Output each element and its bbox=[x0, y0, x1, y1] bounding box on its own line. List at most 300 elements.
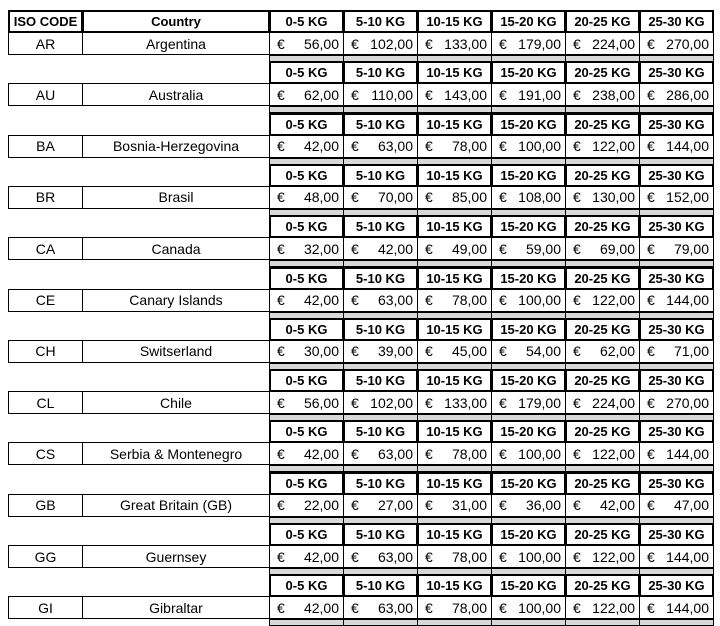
price-value: 100,00 bbox=[518, 445, 561, 462]
weight-band-header: 0-5 KG bbox=[269, 369, 344, 392]
weight-band-header: 5-10 KG bbox=[343, 61, 418, 84]
weight-band-header: 10-15 KG bbox=[417, 164, 492, 187]
price-value: 122,00 bbox=[592, 599, 635, 616]
separator-strip bbox=[491, 619, 566, 626]
country-cell: Australia bbox=[82, 83, 270, 106]
price-cell bbox=[269, 391, 344, 414]
euro-symbol: € bbox=[573, 548, 581, 565]
euro-symbol: € bbox=[573, 138, 581, 155]
price-value: 270,00 bbox=[666, 35, 709, 52]
euro-symbol: € bbox=[277, 445, 285, 462]
iso-code-cell: CH bbox=[8, 340, 83, 363]
weight-band-header: 25-30 KG bbox=[639, 113, 714, 136]
price-cell bbox=[639, 596, 714, 619]
weight-band-header: 0-5 KG bbox=[269, 61, 344, 84]
euro-symbol: € bbox=[425, 189, 433, 206]
weight-band-header: 10-15 KG bbox=[417, 369, 492, 392]
price-value: 108,00 bbox=[518, 189, 561, 206]
price-cell bbox=[491, 289, 566, 312]
price-cell bbox=[565, 596, 640, 619]
price-value: 238,00 bbox=[592, 86, 635, 103]
euro-symbol: € bbox=[647, 343, 655, 360]
euro-symbol: € bbox=[277, 86, 285, 103]
euro-symbol: € bbox=[277, 240, 285, 257]
price-cell bbox=[565, 237, 640, 260]
price-cell bbox=[491, 237, 566, 260]
price-cell bbox=[565, 135, 640, 158]
weight-band-header: 20-25 KG bbox=[565, 10, 640, 33]
price-value: 102,00 bbox=[370, 35, 413, 52]
iso-code-cell: GG bbox=[8, 545, 83, 568]
price-cell bbox=[639, 237, 714, 260]
price-value: 30,00 bbox=[303, 343, 339, 360]
weight-band-header: 5-10 KG bbox=[343, 215, 418, 238]
price-value: 78,00 bbox=[451, 138, 487, 155]
price-value: 42,00 bbox=[303, 445, 339, 462]
price-cell bbox=[417, 83, 492, 106]
weight-band-header: 0-5 KG bbox=[269, 215, 344, 238]
euro-symbol: € bbox=[647, 497, 655, 514]
euro-symbol: € bbox=[499, 35, 507, 52]
iso-code-cell: BR bbox=[8, 186, 83, 209]
price-value: 144,00 bbox=[666, 138, 709, 155]
euro-symbol: € bbox=[499, 445, 507, 462]
price-value: 102,00 bbox=[370, 394, 413, 411]
price-value: 31,00 bbox=[451, 497, 487, 514]
price-value: 78,00 bbox=[451, 599, 487, 616]
price-cell bbox=[639, 391, 714, 414]
euro-symbol: € bbox=[573, 394, 581, 411]
country-cell: Brasil bbox=[82, 186, 270, 209]
euro-symbol: € bbox=[277, 548, 285, 565]
euro-symbol: € bbox=[647, 138, 655, 155]
weight-band-header: 10-15 KG bbox=[417, 267, 492, 290]
euro-symbol: € bbox=[425, 240, 433, 257]
price-value: 224,00 bbox=[592, 35, 635, 52]
price-value: 59,00 bbox=[525, 240, 561, 257]
euro-symbol: € bbox=[647, 599, 655, 616]
price-value: 62,00 bbox=[303, 86, 339, 103]
euro-symbol: € bbox=[351, 292, 359, 308]
price-cell bbox=[565, 391, 640, 414]
euro-symbol: € bbox=[499, 292, 507, 308]
price-cell bbox=[343, 289, 418, 312]
price-value: 85,00 bbox=[451, 189, 487, 206]
price-value: 224,00 bbox=[592, 394, 635, 411]
price-cell bbox=[639, 186, 714, 209]
iso-code-header: ISO CODE bbox=[8, 10, 83, 33]
euro-symbol: € bbox=[351, 138, 359, 155]
euro-symbol: € bbox=[499, 394, 507, 411]
euro-symbol: € bbox=[647, 292, 655, 308]
country-header: Country bbox=[82, 10, 270, 33]
price-value: 47,00 bbox=[673, 497, 709, 514]
price-value: 152,00 bbox=[666, 189, 709, 206]
weight-band-header: 0-5 KG bbox=[269, 113, 344, 136]
weight-band-header: 25-30 KG bbox=[639, 472, 714, 495]
weight-band-header: 20-25 KG bbox=[565, 61, 640, 84]
price-cell bbox=[417, 391, 492, 414]
price-cell bbox=[417, 545, 492, 568]
price-value: 69,00 bbox=[599, 240, 635, 257]
weight-band-header: 10-15 KG bbox=[417, 61, 492, 84]
iso-code-cell: CA bbox=[8, 237, 83, 260]
weight-band-header: 10-15 KG bbox=[417, 318, 492, 341]
price-value: 42,00 bbox=[303, 548, 339, 565]
euro-symbol: € bbox=[277, 35, 285, 52]
weight-band-header: 15-20 KG bbox=[491, 523, 566, 546]
weight-band-header: 20-25 KG bbox=[565, 523, 640, 546]
price-value: 191,00 bbox=[518, 86, 561, 103]
price-value: 62,00 bbox=[599, 343, 635, 360]
price-value: 42,00 bbox=[303, 138, 339, 155]
price-cell bbox=[565, 289, 640, 312]
price-value: 42,00 bbox=[599, 497, 635, 514]
euro-symbol: € bbox=[351, 548, 359, 565]
weight-band-header: 25-30 KG bbox=[639, 369, 714, 392]
weight-band-header: 15-20 KG bbox=[491, 10, 566, 33]
price-value: 100,00 bbox=[518, 548, 561, 565]
price-value: 63,00 bbox=[377, 445, 413, 462]
price-value: 70,00 bbox=[377, 189, 413, 206]
price-cell bbox=[565, 545, 640, 568]
price-cell bbox=[417, 340, 492, 363]
weight-band-header: 10-15 KG bbox=[417, 420, 492, 443]
price-value: 48,00 bbox=[303, 189, 339, 206]
country-cell: Bosnia-Herzegovina bbox=[82, 135, 270, 158]
price-cell bbox=[639, 32, 714, 55]
euro-symbol: € bbox=[425, 497, 433, 514]
weight-band-header: 15-20 KG bbox=[491, 267, 566, 290]
weight-band-header: 25-30 KG bbox=[639, 420, 714, 443]
euro-symbol: € bbox=[425, 343, 433, 360]
price-value: 22,00 bbox=[303, 497, 339, 514]
weight-band-header: 5-10 KG bbox=[343, 164, 418, 187]
euro-symbol: € bbox=[277, 599, 285, 616]
price-value: 78,00 bbox=[451, 548, 487, 565]
euro-symbol: € bbox=[425, 292, 433, 308]
weight-band-header: 0-5 KG bbox=[269, 267, 344, 290]
weight-band-header: 25-30 KG bbox=[639, 61, 714, 84]
separator-strip bbox=[417, 619, 492, 626]
weight-band-header: 20-25 KG bbox=[565, 318, 640, 341]
weight-band-header: 0-5 KG bbox=[269, 472, 344, 495]
price-cell bbox=[417, 135, 492, 158]
iso-code-cell: BA bbox=[8, 135, 83, 158]
weight-band-header: 15-20 KG bbox=[491, 574, 566, 597]
price-cell bbox=[639, 83, 714, 106]
country-cell: Serbia & Montenegro bbox=[82, 442, 270, 465]
price-cell bbox=[269, 32, 344, 55]
price-value: 144,00 bbox=[666, 548, 709, 565]
iso-code-cell: CS bbox=[8, 442, 83, 465]
country-cell: Argentina bbox=[82, 32, 270, 55]
price-cell bbox=[417, 186, 492, 209]
euro-symbol: € bbox=[277, 394, 285, 411]
price-cell bbox=[269, 186, 344, 209]
price-value: 79,00 bbox=[673, 240, 709, 257]
euro-symbol: € bbox=[573, 292, 581, 308]
price-value: 122,00 bbox=[592, 292, 635, 308]
euro-symbol: € bbox=[647, 86, 655, 103]
price-cell bbox=[343, 32, 418, 55]
weight-band-header: 20-25 KG bbox=[565, 574, 640, 597]
weight-band-header: 25-30 KG bbox=[639, 164, 714, 187]
price-cell bbox=[639, 545, 714, 568]
price-value: 63,00 bbox=[377, 548, 413, 565]
iso-code-cell: GI bbox=[8, 596, 83, 619]
price-value: 100,00 bbox=[518, 599, 561, 616]
price-value: 54,00 bbox=[525, 343, 561, 360]
euro-symbol: € bbox=[351, 35, 359, 52]
weight-band-header: 5-10 KG bbox=[343, 369, 418, 392]
weight-band-header: 25-30 KG bbox=[639, 10, 714, 33]
price-value: 71,00 bbox=[673, 343, 709, 360]
price-cell bbox=[343, 135, 418, 158]
weight-band-header: 5-10 KG bbox=[343, 10, 418, 33]
price-value: 122,00 bbox=[592, 138, 635, 155]
price-cell bbox=[343, 186, 418, 209]
price-cell bbox=[417, 32, 492, 55]
price-cell bbox=[565, 494, 640, 517]
price-value: 122,00 bbox=[592, 445, 635, 462]
euro-symbol: € bbox=[277, 343, 285, 360]
iso-code-cell: AU bbox=[8, 83, 83, 106]
euro-symbol: € bbox=[499, 548, 507, 565]
weight-band-header: 15-20 KG bbox=[491, 215, 566, 238]
euro-symbol: € bbox=[425, 35, 433, 52]
euro-symbol: € bbox=[647, 548, 655, 565]
weight-band-header: 5-10 KG bbox=[343, 267, 418, 290]
price-cell bbox=[491, 442, 566, 465]
euro-symbol: € bbox=[351, 240, 359, 257]
weight-band-header: 10-15 KG bbox=[417, 10, 492, 33]
price-cell bbox=[343, 340, 418, 363]
euro-symbol: € bbox=[573, 445, 581, 462]
price-cell bbox=[269, 237, 344, 260]
price-value: 270,00 bbox=[666, 394, 709, 411]
price-cell bbox=[491, 340, 566, 363]
price-cell bbox=[491, 494, 566, 517]
price-cell bbox=[491, 83, 566, 106]
euro-symbol: € bbox=[425, 138, 433, 155]
separator-strip bbox=[269, 619, 344, 626]
iso-code-cell: AR bbox=[8, 32, 83, 55]
weight-band-header: 25-30 KG bbox=[639, 267, 714, 290]
price-value: 144,00 bbox=[666, 445, 709, 462]
price-cell bbox=[639, 494, 714, 517]
weight-band-header: 25-30 KG bbox=[639, 215, 714, 238]
price-cell bbox=[639, 340, 714, 363]
price-cell bbox=[639, 135, 714, 158]
weight-band-header: 20-25 KG bbox=[565, 472, 640, 495]
euro-symbol: € bbox=[351, 445, 359, 462]
euro-symbol: € bbox=[425, 548, 433, 565]
weight-band-header: 15-20 KG bbox=[491, 164, 566, 187]
price-cell bbox=[491, 32, 566, 55]
weight-band-header: 15-20 KG bbox=[491, 61, 566, 84]
price-value: 42,00 bbox=[303, 292, 339, 308]
country-cell: Great Britain (GB) bbox=[82, 494, 270, 517]
weight-band-header: 0-5 KG bbox=[269, 164, 344, 187]
euro-symbol: € bbox=[277, 138, 285, 155]
weight-band-header: 20-25 KG bbox=[565, 113, 640, 136]
price-cell bbox=[491, 135, 566, 158]
euro-symbol: € bbox=[573, 86, 581, 103]
weight-band-header: 20-25 KG bbox=[565, 369, 640, 392]
price-cell bbox=[417, 596, 492, 619]
price-cell bbox=[565, 186, 640, 209]
price-cell bbox=[269, 135, 344, 158]
weight-band-header: 0-5 KG bbox=[269, 10, 344, 33]
euro-symbol: € bbox=[425, 445, 433, 462]
weight-band-header: 20-25 KG bbox=[565, 215, 640, 238]
euro-symbol: € bbox=[647, 240, 655, 257]
weight-band-header: 5-10 KG bbox=[343, 318, 418, 341]
country-cell: Switserland bbox=[82, 340, 270, 363]
separator-strip bbox=[639, 619, 714, 626]
price-value: 133,00 bbox=[444, 35, 487, 52]
euro-symbol: € bbox=[351, 599, 359, 616]
price-cell bbox=[565, 83, 640, 106]
price-value: 63,00 bbox=[377, 599, 413, 616]
euro-symbol: € bbox=[573, 240, 581, 257]
price-cell bbox=[565, 442, 640, 465]
price-value: 133,00 bbox=[444, 394, 487, 411]
euro-symbol: € bbox=[499, 599, 507, 616]
price-cell bbox=[343, 442, 418, 465]
weight-band-header: 20-25 KG bbox=[565, 164, 640, 187]
price-cell bbox=[343, 237, 418, 260]
country-cell: Canada bbox=[82, 237, 270, 260]
price-value: 63,00 bbox=[377, 138, 413, 155]
price-value: 39,00 bbox=[377, 343, 413, 360]
price-cell bbox=[269, 442, 344, 465]
price-value: 56,00 bbox=[303, 35, 339, 52]
euro-symbol: € bbox=[425, 86, 433, 103]
price-cell bbox=[343, 596, 418, 619]
iso-code-cell: CE bbox=[8, 289, 83, 312]
euro-symbol: € bbox=[351, 189, 359, 206]
weight-band-header: 20-25 KG bbox=[565, 420, 640, 443]
euro-symbol: € bbox=[277, 497, 285, 514]
price-value: 110,00 bbox=[371, 86, 413, 103]
price-value: 100,00 bbox=[518, 138, 561, 155]
weight-band-header: 25-30 KG bbox=[639, 318, 714, 341]
price-value: 143,00 bbox=[444, 86, 487, 103]
euro-symbol: € bbox=[499, 138, 507, 155]
euro-symbol: € bbox=[573, 35, 581, 52]
euro-symbol: € bbox=[647, 445, 655, 462]
weight-band-header: 10-15 KG bbox=[417, 215, 492, 238]
price-cell bbox=[565, 340, 640, 363]
price-value: 32,00 bbox=[303, 240, 339, 257]
euro-symbol: € bbox=[573, 599, 581, 616]
euro-symbol: € bbox=[351, 497, 359, 514]
price-value: 78,00 bbox=[451, 292, 487, 308]
price-cell bbox=[343, 545, 418, 568]
price-cell bbox=[343, 83, 418, 106]
price-value: 286,00 bbox=[666, 86, 709, 103]
price-cell bbox=[417, 289, 492, 312]
euro-symbol: € bbox=[647, 394, 655, 411]
price-cell bbox=[269, 83, 344, 106]
country-cell: Chile bbox=[82, 391, 270, 414]
price-cell bbox=[343, 391, 418, 414]
weight-band-header: 10-15 KG bbox=[417, 472, 492, 495]
euro-symbol: € bbox=[499, 189, 507, 206]
euro-symbol: € bbox=[647, 189, 655, 206]
price-cell bbox=[269, 340, 344, 363]
price-value: 63,00 bbox=[377, 292, 413, 308]
euro-symbol: € bbox=[499, 86, 507, 103]
price-value: 42,00 bbox=[377, 240, 413, 257]
weight-band-header: 10-15 KG bbox=[417, 574, 492, 597]
iso-code-cell: CL bbox=[8, 391, 83, 414]
weight-band-header: 5-10 KG bbox=[343, 113, 418, 136]
price-cell bbox=[269, 596, 344, 619]
price-value: 36,00 bbox=[525, 497, 561, 514]
euro-symbol: € bbox=[351, 343, 359, 360]
price-cell bbox=[269, 545, 344, 568]
weight-band-header: 15-20 KG bbox=[491, 113, 566, 136]
price-cell bbox=[343, 494, 418, 517]
weight-band-header: 20-25 KG bbox=[565, 267, 640, 290]
price-value: 179,00 bbox=[518, 394, 561, 411]
euro-symbol: € bbox=[573, 189, 581, 206]
price-value: 179,00 bbox=[518, 35, 561, 52]
euro-symbol: € bbox=[351, 394, 359, 411]
weight-band-header: 5-10 KG bbox=[343, 420, 418, 443]
euro-symbol: € bbox=[647, 35, 655, 52]
weight-band-header: 5-10 KG bbox=[343, 472, 418, 495]
euro-symbol: € bbox=[499, 343, 507, 360]
euro-symbol: € bbox=[499, 497, 507, 514]
price-cell bbox=[269, 494, 344, 517]
country-cell: Canary Islands bbox=[82, 289, 270, 312]
separator-strip bbox=[565, 619, 640, 626]
weight-band-header: 15-20 KG bbox=[491, 369, 566, 392]
price-value: 27,00 bbox=[377, 497, 413, 514]
euro-symbol: € bbox=[351, 86, 359, 103]
euro-symbol: € bbox=[499, 240, 507, 257]
price-cell bbox=[269, 289, 344, 312]
price-cell bbox=[491, 545, 566, 568]
price-cell bbox=[417, 237, 492, 260]
weight-band-header: 10-15 KG bbox=[417, 523, 492, 546]
iso-code-cell: GB bbox=[8, 494, 83, 517]
weight-band-header: 25-30 KG bbox=[639, 523, 714, 546]
price-value: 100,00 bbox=[518, 292, 561, 308]
euro-symbol: € bbox=[425, 394, 433, 411]
euro-symbol: € bbox=[573, 343, 581, 360]
price-cell bbox=[491, 391, 566, 414]
country-cell: Guernsey bbox=[82, 545, 270, 568]
price-cell bbox=[639, 442, 714, 465]
price-value: 122,00 bbox=[592, 548, 635, 565]
weight-band-header: 0-5 KG bbox=[269, 523, 344, 546]
price-value: 144,00 bbox=[666, 599, 709, 616]
separator-strip bbox=[343, 619, 418, 626]
price-value: 78,00 bbox=[451, 445, 487, 462]
price-value: 56,00 bbox=[303, 394, 339, 411]
euro-symbol: € bbox=[573, 497, 581, 514]
price-cell bbox=[491, 596, 566, 619]
price-value: 42,00 bbox=[303, 599, 339, 616]
price-cell bbox=[417, 494, 492, 517]
price-cell bbox=[565, 32, 640, 55]
price-cell bbox=[417, 442, 492, 465]
